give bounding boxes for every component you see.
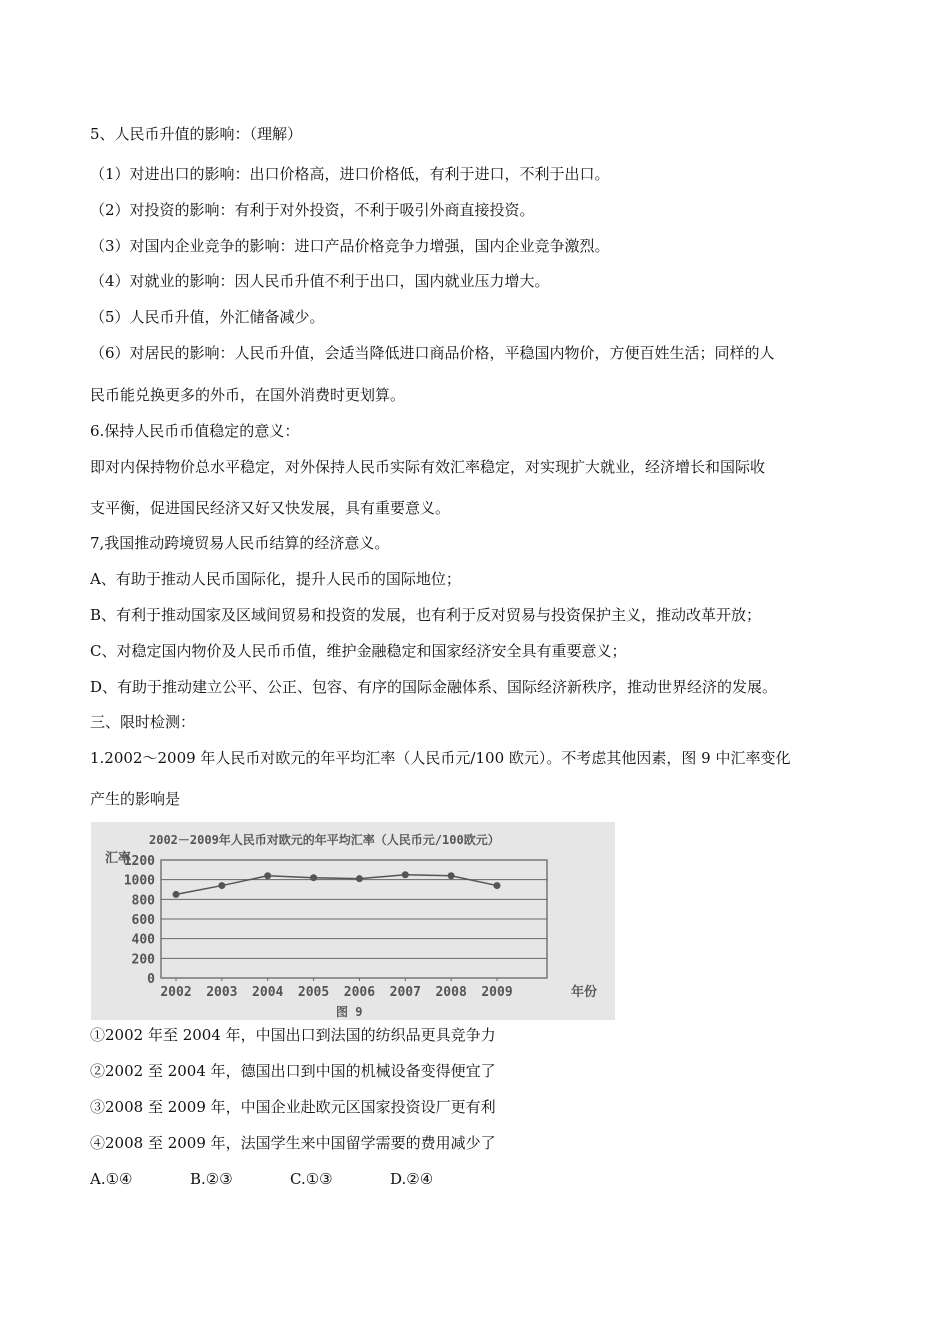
section3-heading: 三、限时检测： <box>90 713 196 731</box>
question1-statement-3: ③2008 至 2009 年，中国企业赴欧元区国家投资设厂更有利 <box>90 1098 496 1116</box>
section5-heading: 5、人民币升值的影响：（理解） <box>90 125 303 143</box>
section7-item-c: C、对稳定国内物价及人民币币值，维护金融稳定和国家经济安全具有重要意义； <box>90 642 627 660</box>
question1-options <box>90 1169 433 1189</box>
chart-x-tick-label: 2008 <box>435 985 467 1000</box>
question1-stem-1: 1.2002～2009 年人民币对欧元的年平均汇率（人民币元/100 欧元）。不考虑其他因素，图 9 中汇率变化 <box>90 749 791 767</box>
section7-item-d: D、有助于推动建立公平、公正、包容、有序的国际金融体系、国际经济新秩序，推动世界经济的发展。 <box>90 678 778 696</box>
chart-data-point <box>173 891 180 898</box>
exchange-rate-chart <box>91 822 615 1020</box>
section6-body-1: 即对内保持物价总水平稳定，对外保持人民币实际有效汇率稳定，对实现扩大就业，经济增长和国际收 <box>90 458 766 476</box>
section5-item-6-cont: 民币能兑换更多的外币，在国外消费时更划算。 <box>90 386 406 404</box>
chart-x-tick-label: 2003 <box>206 985 238 1000</box>
chart-y-tick-label: 0 <box>147 972 155 987</box>
chart-x-tick-label: 2009 <box>481 985 513 1000</box>
chart-x-tick-label: 2005 <box>297 985 330 1000</box>
section5-item-1: （1）对进出口的影响：出口价格高，进口价格低，有利于进口，不利于出口。 <box>90 165 610 183</box>
chart-x-ticks <box>160 978 512 1000</box>
chart-y-tick-label: 1000 <box>123 873 155 889</box>
section7-heading: 7,我国推动跨境贸易人民币结算的经济意义。 <box>90 534 390 552</box>
question1-statement-4: ④2008 至 2009 年，法国学生来中国留学需要的费用减少了 <box>90 1134 496 1152</box>
chart-series <box>173 871 501 898</box>
section7-item-a: A、有助于推动人民币国际化，提升人民币的国际地位； <box>90 570 461 588</box>
chart-x-tick-label: 2007 <box>389 985 421 1000</box>
chart-data-point <box>264 872 271 879</box>
section7-item-b: B、有利于推动国家及区域间贸易和投资的发展，也有利于反对贸易与投资保护主义，推动改革开放； <box>90 606 762 624</box>
chart-y-axis-label: 汇率 <box>105 851 132 866</box>
section5-item-5: （5）人民币升值，外汇储备减少。 <box>90 308 325 326</box>
option-b[interactable]: B.②③ <box>190 1170 233 1188</box>
chart-data-point <box>448 872 455 879</box>
chart-y-tick-label: 600 <box>131 913 155 928</box>
section6-body-2: 支平衡，促进国民经济又好又快发展，具有重要意义。 <box>90 499 451 517</box>
chart-data-point <box>402 871 409 878</box>
chart-x-axis-label: 年份 <box>571 985 598 1000</box>
chart-data-point <box>494 882 501 889</box>
chart-x-tick-label: 2006 <box>343 985 376 1000</box>
section5-item-2: （2）对投资的影响：有利于对外投资，不利于吸引外商直接投资。 <box>90 201 535 219</box>
chart-y-tick-label: 400 <box>131 932 155 948</box>
question1-stem-2: 产生的影响是 <box>90 790 181 808</box>
section6-heading: 6.保持人民币币值稳定的意义： <box>90 422 300 440</box>
chart-data-point <box>218 882 225 889</box>
option-d[interactable]: D.②④ <box>390 1170 434 1188</box>
chart-data-point <box>356 875 363 882</box>
chart-grid <box>161 860 547 978</box>
chart-svg <box>91 822 615 1020</box>
question1-statement-1: ①2002 年至 2004 年，中国出口到法国的纺织品更具竞争力 <box>90 1026 496 1044</box>
chart-y-tick-label: 1200 <box>123 854 155 869</box>
option-c[interactable]: C.①③ <box>290 1170 333 1188</box>
section5-item-6: （6）对居民的影响：人民币升值，会适当降低进口商品价格，平稳国内物价，方便百姓生活；同样的人 <box>90 344 775 362</box>
chart-caption: 图 9 <box>336 1005 363 1019</box>
chart-data-point <box>310 874 317 881</box>
chart-title: 2002－2009年人民币对欧元的年平均汇率（人民币元/100欧元） <box>149 833 500 847</box>
chart-y-ticks <box>124 854 155 987</box>
chart-y-tick-label: 200 <box>131 952 155 968</box>
option-a[interactable]: A.①④ <box>90 1170 133 1188</box>
section5-item-3: （3）对国内企业竞争的影响：进口产品价格竞争力增强，国内企业竞争激烈。 <box>90 237 610 255</box>
chart-x-tick-label: 2004 <box>252 985 284 1000</box>
question1-statement-2: ②2002 至 2004 年，德国出口到中国的机械设备变得便宜了 <box>90 1062 496 1080</box>
chart-y-tick-label: 800 <box>131 893 155 909</box>
chart-x-tick-label: 2002 <box>160 985 192 1000</box>
section5-item-4: （4）对就业的影响：因人民币升值不利于出口，国内就业压力增大。 <box>90 272 550 290</box>
